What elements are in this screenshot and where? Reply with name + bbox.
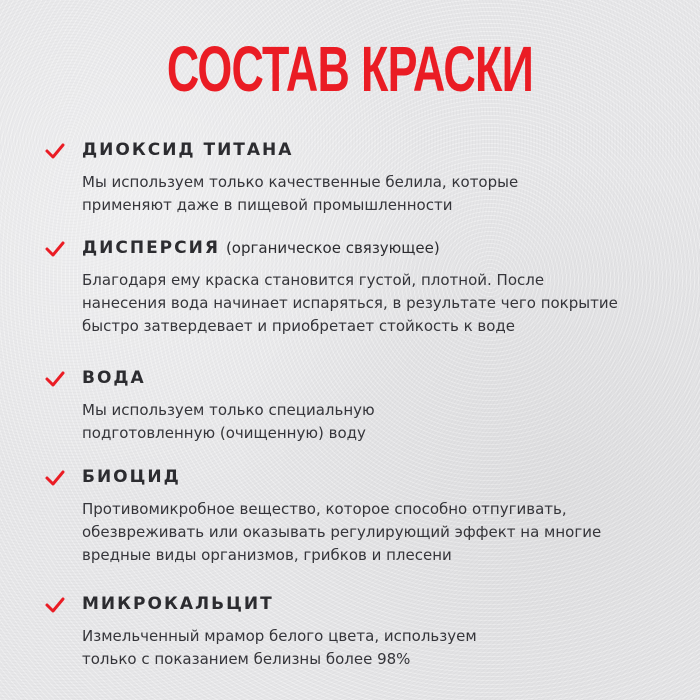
item-heading-row: [0, 366, 700, 394]
item-heading-text: ВОДА: [82, 368, 146, 388]
description-line: быстро затвердевает и приобретает стойкость к воде: [82, 317, 516, 335]
item-heading: [82, 594, 274, 614]
description-line: Противомикробное вещество, которое способно отпугивать,: [82, 500, 567, 518]
item-description: [82, 625, 672, 671]
check-icon: [44, 370, 66, 388]
item-description: [82, 269, 672, 338]
item-heading-text: ДИОКСИД ТИТАНА: [82, 140, 294, 160]
description-line: Мы используем только специальную: [82, 401, 375, 419]
item-heading-text: МИКРОКАЛЬЦИТ: [82, 594, 274, 614]
description-line: Мы используем только качественные белила, которые: [82, 173, 519, 191]
check-icon: [44, 596, 66, 614]
check-icon: [44, 469, 66, 487]
description-line: подготовленную (очищенную) воду: [82, 424, 366, 442]
description-line: только с показанием белизны более 98%: [82, 650, 411, 668]
item-heading-row: [0, 592, 700, 620]
item-heading: [82, 140, 293, 160]
item-heading-row: [0, 236, 700, 264]
description-line: Благодаря ему краска становится густой, плотной. После: [82, 271, 545, 289]
item-heading: [82, 467, 181, 487]
description-line: применяют даже в пищевой промышленности: [82, 196, 453, 214]
description-line: Измельченный мрамор белого цвета, используем: [82, 627, 477, 645]
item-heading: [82, 238, 440, 258]
description-line: нанесения вода начинает испаряться, в результате чего покрытие: [82, 294, 618, 312]
check-icon: [44, 240, 66, 258]
page-title: СОСТАВ КРАСКИ: [166, 33, 534, 105]
item-heading-note: (органическое связующее): [225, 239, 440, 257]
item-heading-text: ДИСПЕРСИЯ: [82, 238, 220, 258]
item-description: [82, 399, 672, 445]
check-icon: [44, 142, 66, 160]
description-line: вредные виды организмов, грибков и плесени: [82, 546, 452, 564]
description-line: обезвреживать или оказывать регулирующий эффект на многие: [82, 523, 602, 541]
item-heading: [82, 368, 146, 388]
item-description: [82, 498, 672, 567]
item-heading-row: [0, 465, 700, 493]
item-description: [82, 171, 672, 217]
item-heading-row: [0, 138, 700, 166]
item-heading-text: БИОЦИД: [82, 467, 181, 487]
